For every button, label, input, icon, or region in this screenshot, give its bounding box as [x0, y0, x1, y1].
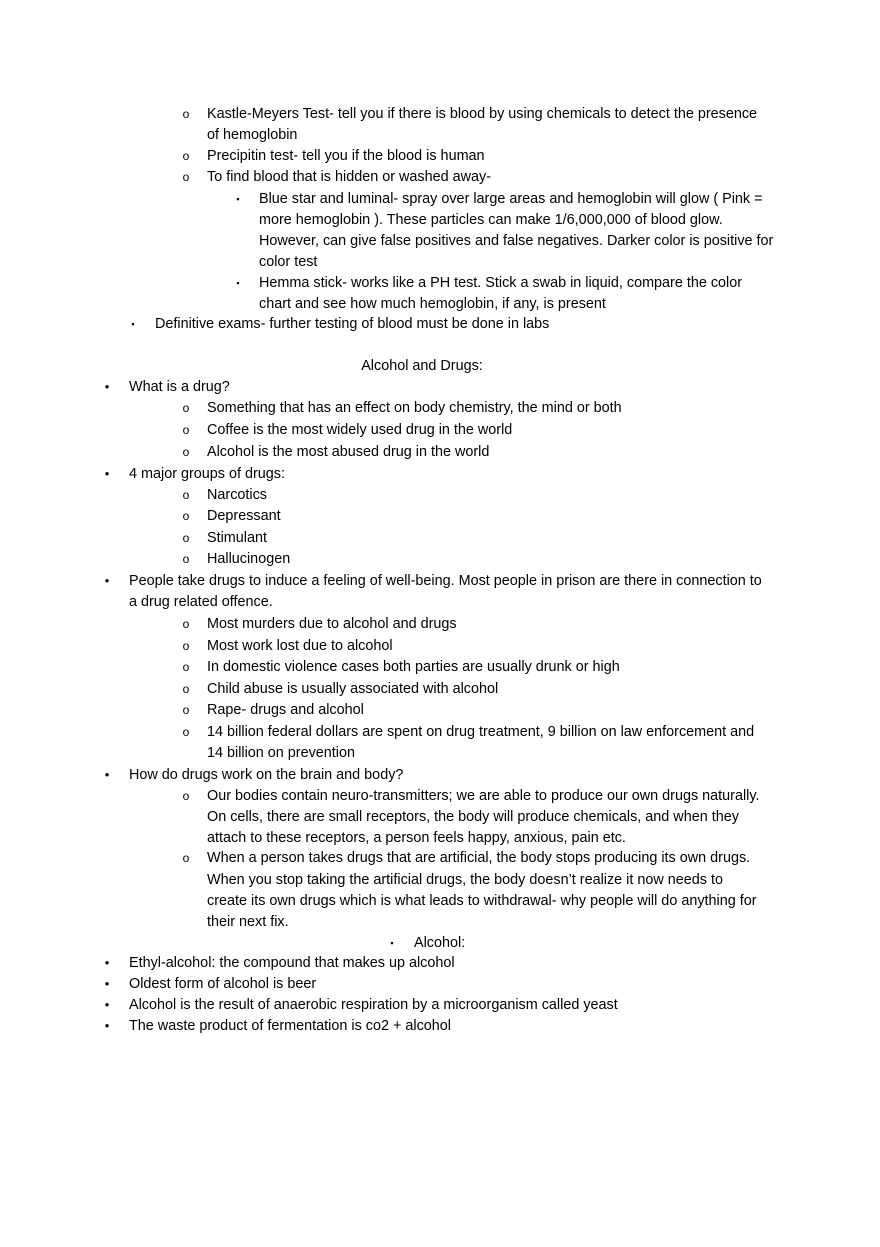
- federal-dollars-line-2: 14 billion on prevention: [207, 745, 356, 761]
- kastle-meyers-line-2: of hemoglobin: [207, 127, 298, 143]
- artificial-line-1: When a person takes drugs that are artificial, the body stops producing its own drugs.: [207, 850, 751, 866]
- federal-dollars-line-1: 14 billion federal dollars are spent on drug treatment, 9 billion on law enforcement and: [207, 724, 755, 740]
- alcohol-drugs-heading: Alcohol and Drugs:: [361, 358, 483, 374]
- circle-bullet: o: [182, 509, 190, 523]
- hemma-stick-line-2: chart and see how much hemoglobin, if any, is present: [259, 296, 606, 312]
- blue-star-line-4: color test: [259, 254, 318, 270]
- dot-bullet: •: [104, 997, 110, 1012]
- list-item: Ethyl-alcohol: the compound that makes up alcohol: [129, 955, 455, 971]
- hemma-stick-line-1: Hemma stick- works like a PH test. Stick a swab in liquid, compare the color: [259, 275, 743, 291]
- list-item: Most murders due to alcohol and drugs: [207, 616, 457, 632]
- people-take-drugs-line-1: People take drugs to induce a feeling of well-being. Most people in prison are there in connection to: [129, 573, 762, 589]
- people-take-drugs-line-2: a drug related offence.: [129, 594, 273, 610]
- neuro-line-3: attach to these receptors, a person feels happy, anxious, pain etc.: [207, 830, 626, 846]
- blue-star-line-1: Blue star and luminal- spray over large areas and hemoglobin will glow ( Pink =: [259, 191, 763, 207]
- circle-bullet: o: [182, 107, 190, 121]
- precipitin-test: Precipitin test- tell you if the blood is human: [207, 148, 485, 164]
- circle-bullet: o: [182, 170, 190, 184]
- list-item: Something that has an effect on body chemistry, the mind or both: [207, 400, 622, 416]
- list-item: Rape- drugs and alcohol: [207, 702, 364, 718]
- dot-bullet: •: [104, 767, 110, 782]
- dot-bullet: •: [104, 976, 110, 991]
- list-item: Narcotics: [207, 487, 267, 503]
- circle-bullet: o: [182, 552, 190, 566]
- circle-bullet: o: [182, 488, 190, 502]
- circle-bullet: o: [182, 401, 190, 415]
- circle-bullet: o: [182, 639, 190, 653]
- hidden-blood: To find blood that is hidden or washed away-: [207, 169, 491, 185]
- list-item: Alcohol is the most abused drug in the world: [207, 444, 490, 460]
- circle-bullet: o: [182, 531, 190, 545]
- circle-bullet: o: [182, 660, 190, 674]
- artificial-line-4: their next fix.: [207, 914, 289, 930]
- square-bullet: ▪: [390, 938, 394, 948]
- artificial-line-2: When you stop taking the artificial drugs, the body doesn’t realize it now needs to: [207, 872, 723, 888]
- circle-bullet: o: [182, 789, 190, 803]
- list-item: Hallucinogen: [207, 551, 291, 567]
- list-item: Most work lost due to alcohol: [207, 638, 393, 654]
- list-item: Alcohol is the result of anaerobic respiration by a microorganism called yeast: [129, 997, 618, 1013]
- circle-bullet: o: [182, 423, 190, 437]
- circle-bullet: o: [182, 149, 190, 163]
- neuro-line-2: On cells, there are small receptors, the body will produce chemicals, and when they: [207, 809, 739, 825]
- dot-bullet: •: [104, 573, 110, 588]
- what-is-drug: What is a drug?: [129, 379, 230, 395]
- list-item: Oldest form of alcohol is beer: [129, 976, 317, 992]
- circle-bullet: o: [182, 725, 190, 739]
- list-item: The waste product of fermentation is co2 + alcohol: [129, 1018, 451, 1034]
- definitive-exams: Definitive exams- further testing of blood must be done in labs: [155, 316, 550, 332]
- neuro-line-1: Our bodies contain neuro-transmitters; we are able to produce our own drugs naturally.: [207, 788, 760, 804]
- alcohol-heading: Alcohol:: [414, 935, 466, 951]
- square-bullet: ▪: [236, 278, 240, 288]
- circle-bullet: o: [182, 617, 190, 631]
- circle-bullet: o: [182, 682, 190, 696]
- dot-bullet: •: [104, 955, 110, 970]
- circle-bullet: o: [182, 703, 190, 717]
- artificial-line-3: create its own drugs which is what leads to withdrawal- why people will do anything for: [207, 893, 757, 909]
- list-item: In domestic violence cases both parties are usually drunk or high: [207, 659, 620, 675]
- how-drugs-work: How do drugs work on the brain and body?: [129, 767, 404, 783]
- kastle-meyers-line-1: Kastle-Meyers Test- tell you if there is blood by using chemicals to detect the presence: [207, 106, 758, 122]
- dot-bullet: •: [104, 1018, 110, 1033]
- square-bullet: ▪: [236, 194, 240, 204]
- drug-groups-title: 4 major groups of drugs:: [129, 466, 285, 482]
- blue-star-line-2: more hemoglobin ). These particles can make 1/6,000,000 of blood glow.: [259, 212, 723, 228]
- circle-bullet: o: [182, 445, 190, 459]
- list-item: Stimulant: [207, 530, 267, 546]
- dot-bullet: •: [104, 466, 110, 481]
- dot-bullet: •: [104, 379, 110, 394]
- circle-bullet: o: [182, 851, 190, 865]
- square-bullet: ▪: [131, 319, 135, 329]
- blue-star-line-3: However, can give false positives and false negatives. Darker color is positive for: [259, 233, 774, 249]
- list-item: Child abuse is usually associated with alcohol: [207, 681, 499, 697]
- list-item: Depressant: [207, 508, 281, 524]
- list-item: Coffee is the most widely used drug in the world: [207, 422, 513, 438]
